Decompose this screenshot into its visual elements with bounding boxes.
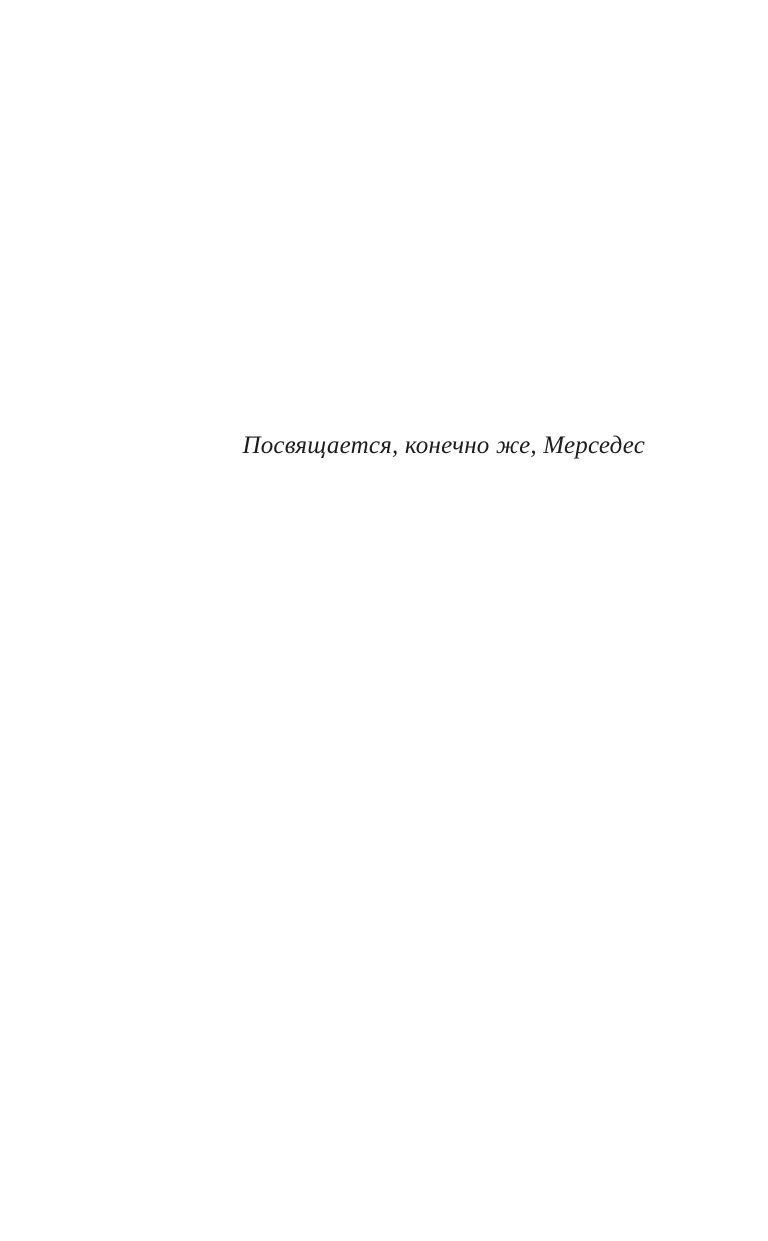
dedication-text: Посвящается, конечно же, Мерседес	[242, 432, 645, 459]
